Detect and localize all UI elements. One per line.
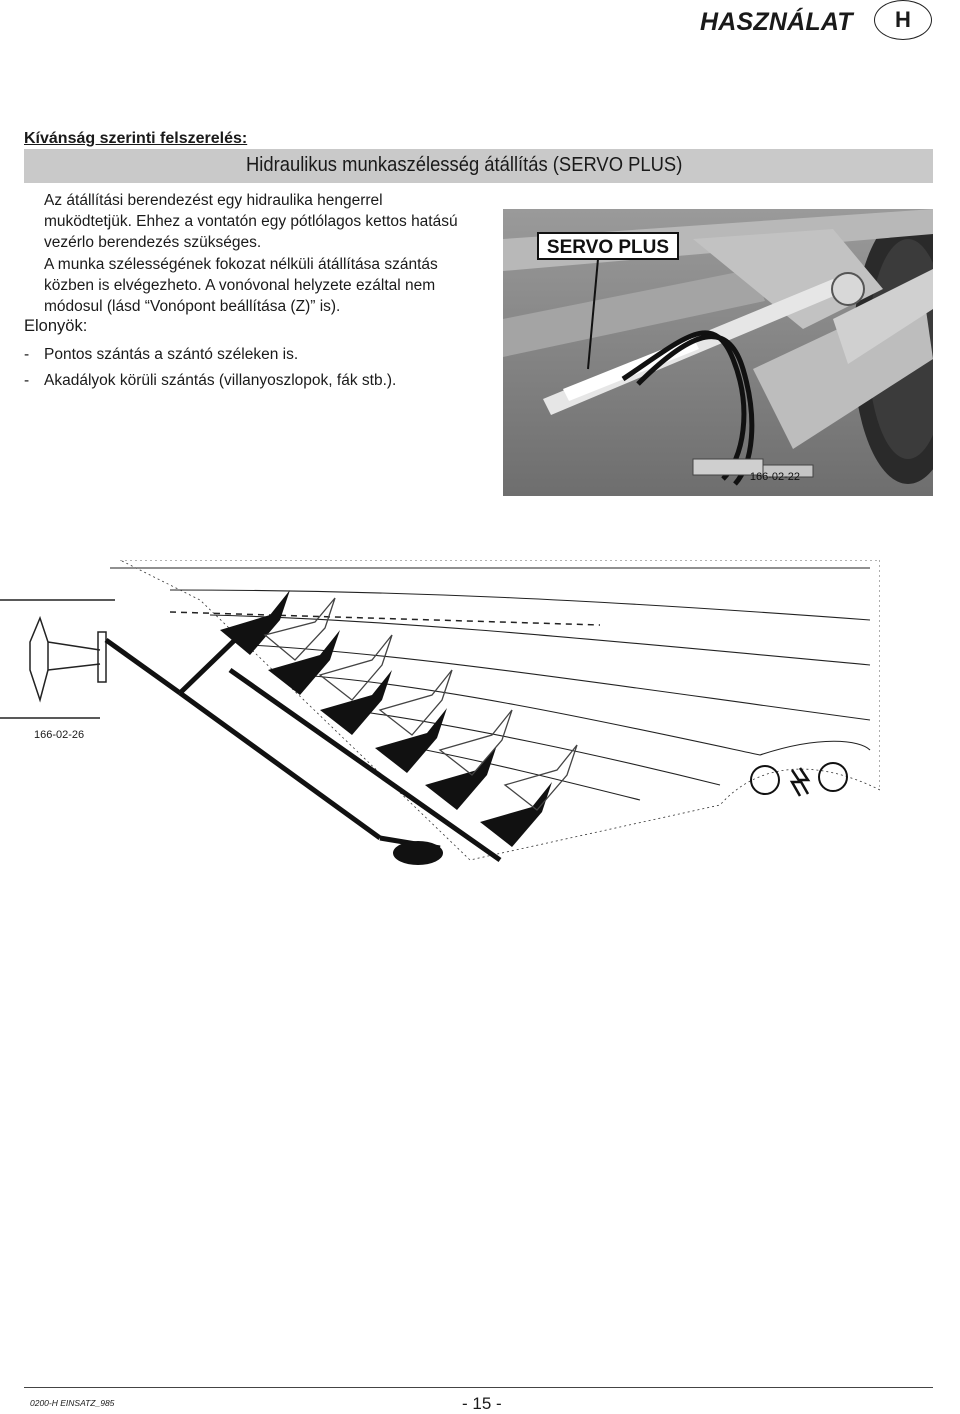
page-number: - 15 - xyxy=(462,1394,502,1413)
language-badge: H xyxy=(874,0,932,40)
section-title: Hidraulikus munkaszélesség átállítás (SERVO PLUS) xyxy=(246,154,683,176)
servo-plus-label: SERVO PLUS xyxy=(546,237,670,258)
paragraph-width-adjust: A munka szélességének fokozat nélküli átállítása szántás közben is elvégezheto. A vonóvonal helyzete ezáltal nem módosul (lásd “Vonópont beállítása (Z)” is). xyxy=(44,256,438,315)
advantages-list xyxy=(24,342,484,394)
list-item: - Pontos szántás a szántó széleken is. xyxy=(24,346,299,363)
servo-plus-photo xyxy=(503,209,933,496)
paragraph-operation: Az átállítási berendezést egy hidraulika hengerrel muködtetjük. Ehhez a vontatón egy pótlólagos kettos hatású vezérlo berendezés szükséges. xyxy=(44,192,458,251)
footer-doc-code: 0200-H EINSATZ_985 xyxy=(30,1398,115,1408)
photo-code: 166-02-22 xyxy=(749,471,800,483)
footer-divider xyxy=(24,1387,933,1388)
page-header-title: HASZNÁLAT xyxy=(700,8,853,36)
diagram-code: 166-02-26 xyxy=(34,729,85,741)
optional-equipment-heading: Kívánság szerinti felszerelés: xyxy=(24,130,248,147)
advantages-title: Elonyök: xyxy=(24,317,88,335)
plough-obstacle-diagram xyxy=(0,560,880,870)
list-item: - Akadályok körüli szántás (villanyoszlopok, fák stb.). xyxy=(24,372,397,389)
